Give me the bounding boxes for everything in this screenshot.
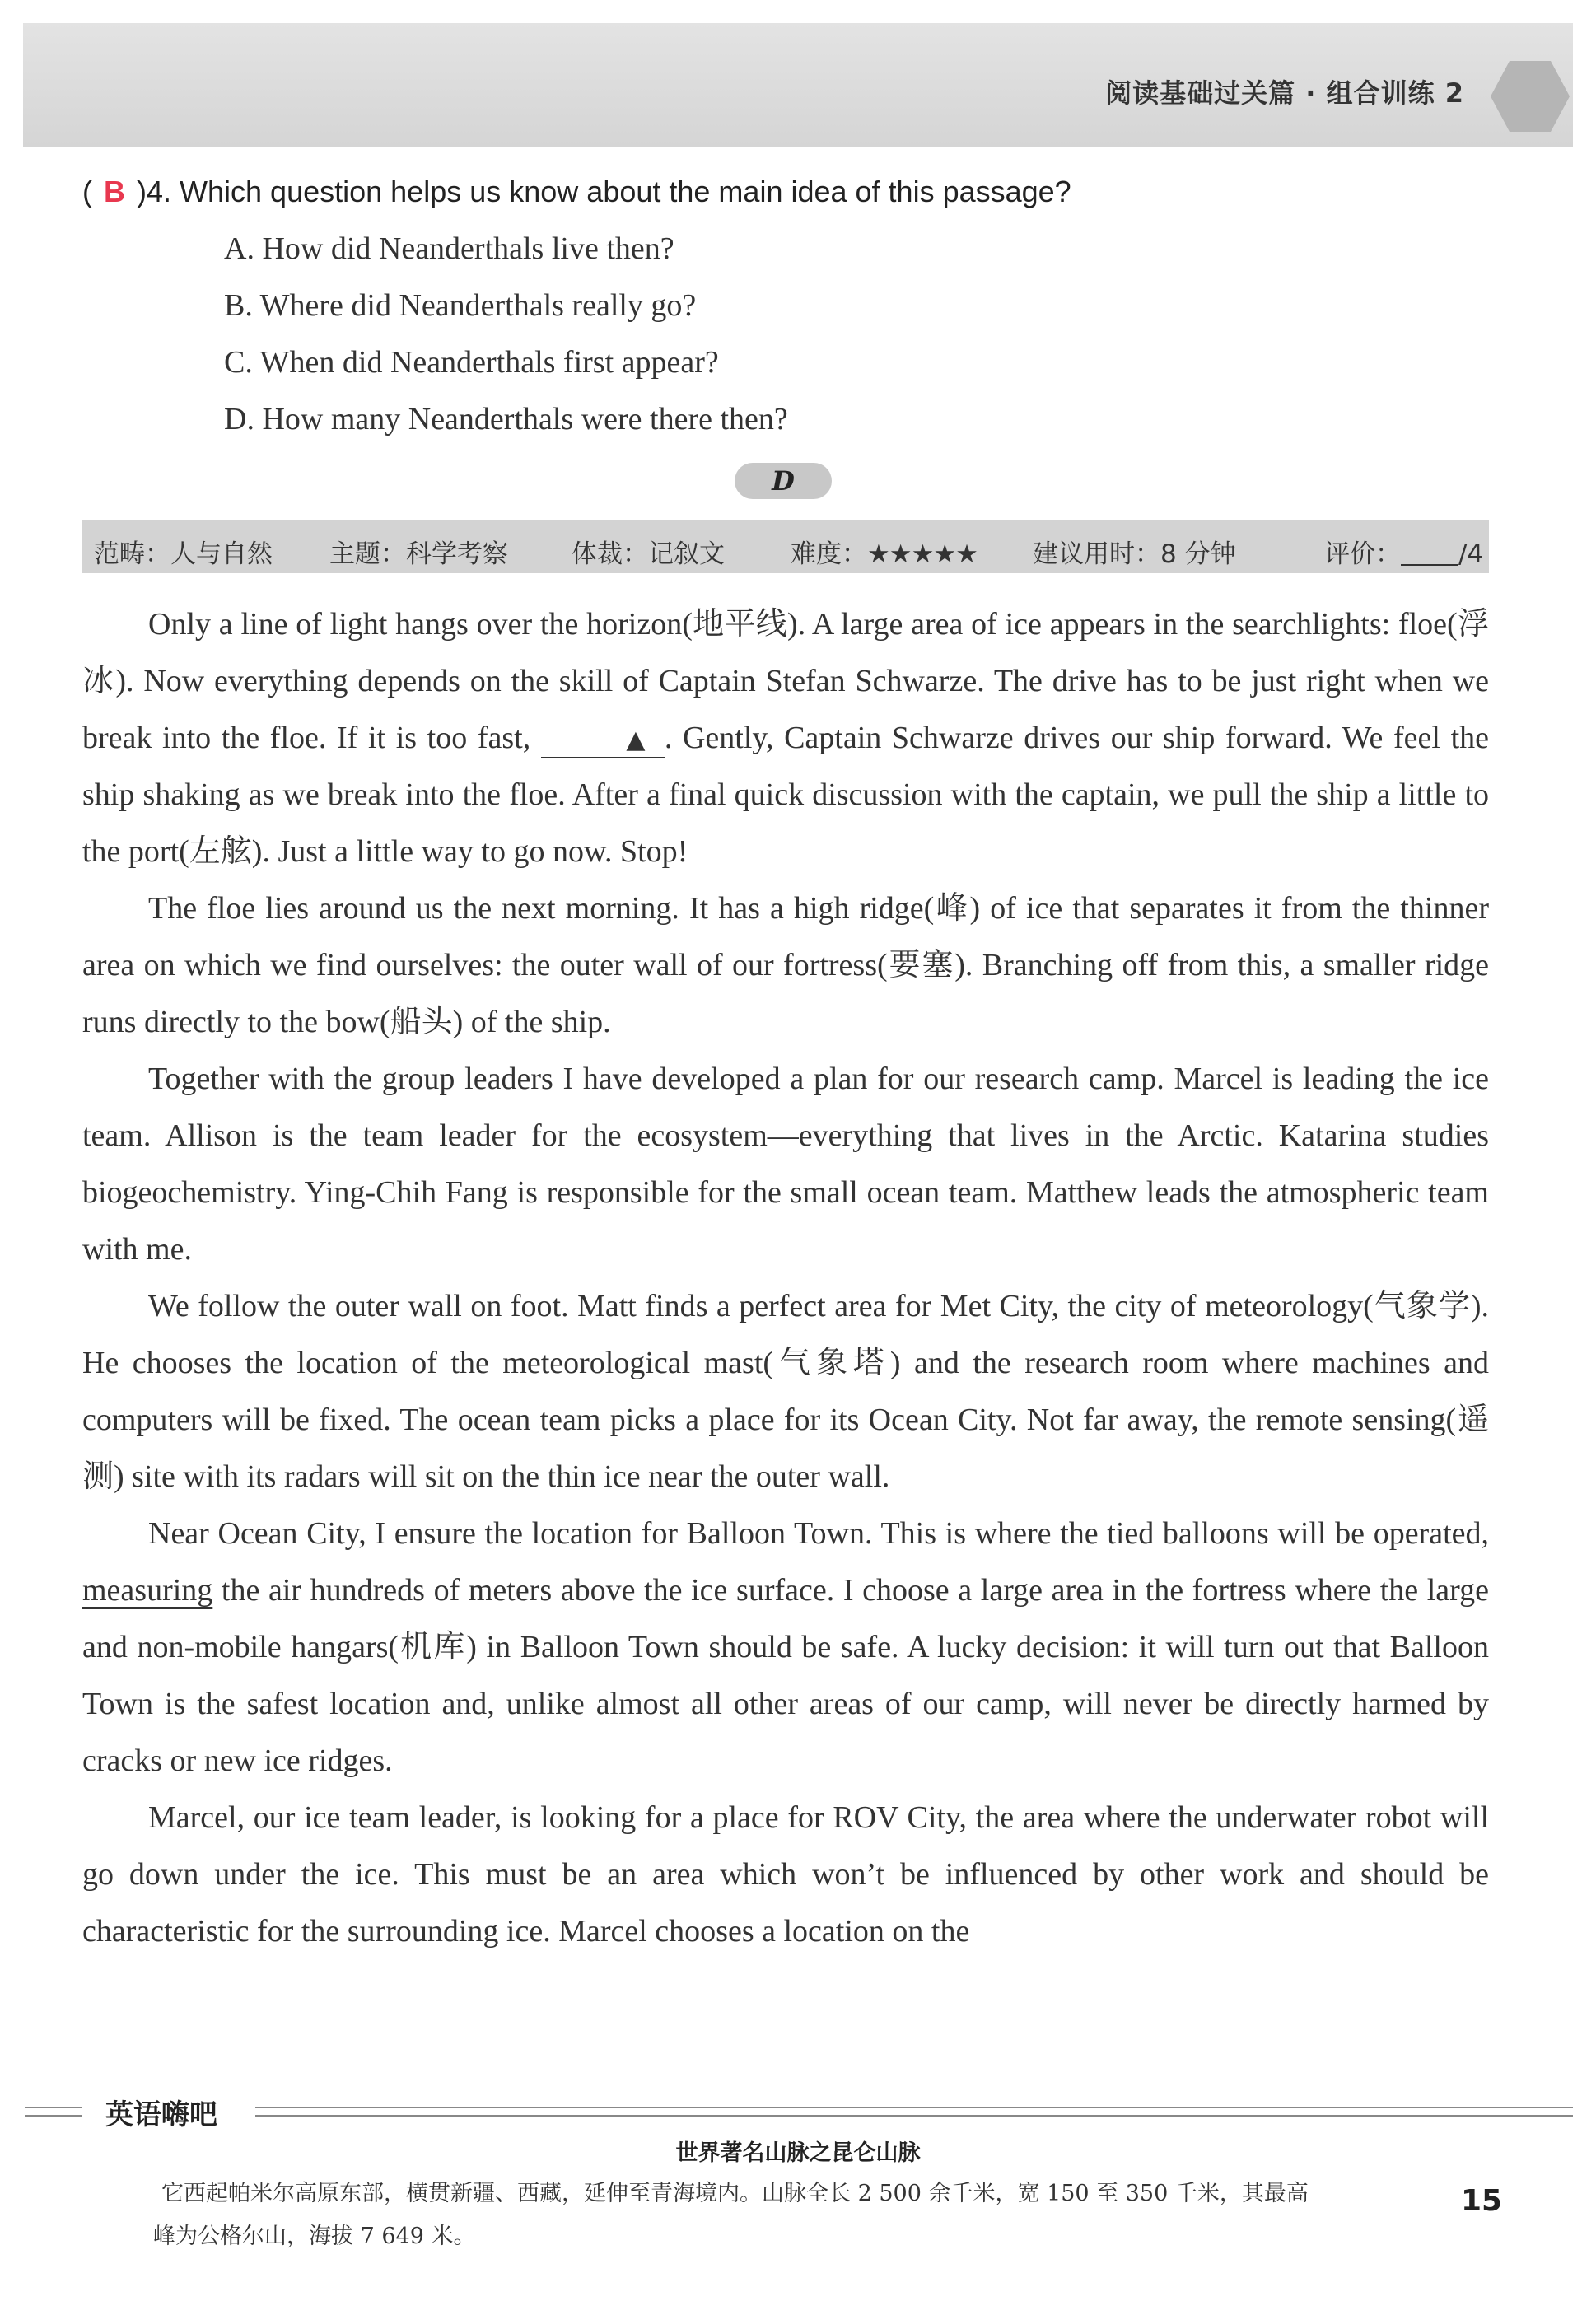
info-genre: 体裁：记叙文 xyxy=(572,539,725,569)
question-4 xyxy=(82,175,1071,209)
passage-p1-part-b: . Gently, Captain Schwarze drives our ship forward. We feel the ship shaking as we break into the floe. After a final quick discussion with the captain, we pull the ship a little to the port(左舷). Just a little way to go now. Stop! xyxy=(82,721,1489,869)
passage-paragraph-2: The floe lies around us the next morning. It has a high ridge(峰) of ice that separates it from the thinner area on which we find ourselves: the outer wall of our fortress(要塞). Branching off from this, a smaller ridge runs directly to the bow(船头) of the ship. xyxy=(82,891,1489,1039)
fill-in-blank[interactable]: ▲ xyxy=(541,724,665,758)
passage-p5-part-b: the air hundreds of meters above the ice surface. I choose a large area in the fortress where the large and non-mobile hangars(机库) in Balloon Town should be safe. A lucky decision: it will turn out that Balloon Town is the safest location and, unlike almost all other areas of our camp, will never be directly harmed by cracks or new ice ridges. xyxy=(82,1573,1489,1778)
footer-note xyxy=(153,2173,1397,2258)
hexagon-badge-icon xyxy=(1489,59,1571,133)
option-c: C. When did Neanderthals first appear? xyxy=(224,345,719,380)
footer-title: 世界著名山脉之昆仑山脉 xyxy=(675,2140,921,2166)
question-answer: B xyxy=(104,175,125,208)
option-d: D. How many Neanderthals were there then? xyxy=(224,402,788,436)
passage-paragraph-5 xyxy=(82,1505,1489,1790)
question-open-paren: ( xyxy=(82,175,92,208)
underlined-word: measuring xyxy=(82,1573,213,1608)
info-score xyxy=(1324,533,1483,570)
option-b: B. Where did Neanderthals really go? xyxy=(224,288,697,323)
footer-rule-right xyxy=(255,2107,1573,2117)
footer-note-line-2: 峰为公格尔山，海拔 7 649 米。 xyxy=(153,2224,476,2249)
footer-rule-left xyxy=(25,2107,82,2117)
passage-p5-part-a: Near Ocean City, I ensure the location for Balloon Town. This is where the tied balloons will be operated, xyxy=(148,1516,1489,1551)
info-time: 建议用时：8 分钟 xyxy=(1033,539,1236,569)
passage-p1-part-a: Only a line of light hangs over the horizon(地平线). A large area of ice appears in the searchlights: floe(浮冰). Now everything depends on the skill of Captain Stefan Schwarze. The drive has to be just right when we break into the floe. If it is too fast, xyxy=(82,607,1489,755)
passage-paragraph-6: Marcel, our ice team leader, is looking for a place for ROV City, the area where the underwater robot will go down under the ice. This must be an area which won’t be influenced by other work and should be characteristic for the surrounding ice. Marcel chooses a location on the xyxy=(82,1800,1489,1949)
footer-note-line-1: 它西起帕米尔高原东部，横贯新疆、西藏，延伸至青海境内。山脉全长 2 500 余千米，宽 150 至 350 千米，其最高 xyxy=(161,2181,1309,2206)
passage-paragraph-3: Together with the group leaders I have developed a plan for our research camp. Marcel is leading the ice team. Allison is the team leader for the ecosystem—everything that lives in the Arctic. Katarina studies biogeochemistry. Ying-Chih Fang is responsible for the small ocean team. Matthew leads the atmospheric team with me. xyxy=(82,1062,1489,1267)
passage-paragraph-4: We follow the outer wall on foot. Matt finds a perfect area for Met City, the city of meteorology(气象学). He chooses the location of the meteorological mast(气象塔) and the research room where machines and computers will be fixed. The ocean team picks a place for its Ocean City. Not far away, the remote sensing(遥测) site with its radars will sit on the thin ice near the outer wall. xyxy=(82,1289,1489,1494)
footer-brand: 英语嗨吧 xyxy=(105,2098,217,2131)
info-bar xyxy=(82,520,1489,573)
info-theme: 主题：科学考察 xyxy=(329,539,508,569)
score-blank[interactable] xyxy=(1401,543,1458,566)
info-category: 范畴：人与自然 xyxy=(94,539,273,569)
info-difficulty xyxy=(791,533,978,570)
page-header-title: 阅读基础过关篇 · 组合训练 2 xyxy=(1105,77,1464,109)
info-score-label: 评价： xyxy=(1324,539,1401,569)
passage-paragraph-1 xyxy=(82,596,1489,880)
info-score-total: /4 xyxy=(1458,539,1484,569)
section-label: D xyxy=(735,463,832,499)
info-difficulty-label: 难度： xyxy=(791,539,867,569)
option-a: A. How did Neanderthals live then? xyxy=(224,231,674,266)
question-text: Which question helps us know about the main idea of this passage? xyxy=(180,175,1071,208)
question-number: )4. xyxy=(137,175,172,208)
difficulty-stars-icon: ★★★★★ xyxy=(867,539,978,569)
page-number: 15 xyxy=(1461,2184,1503,2218)
passage xyxy=(82,596,1489,1960)
